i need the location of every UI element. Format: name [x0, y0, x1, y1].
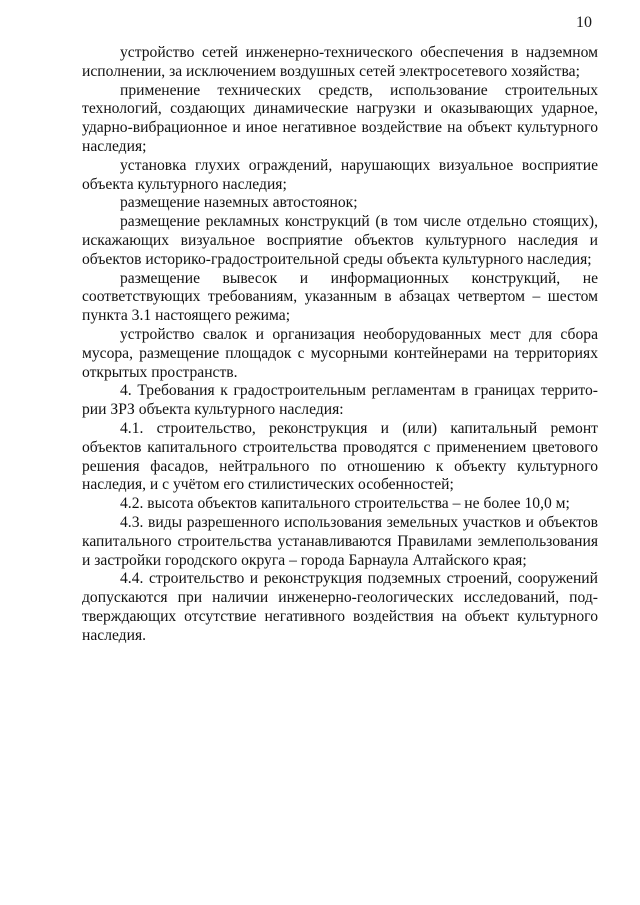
paragraph-engineering-networks: устройство сетей инженерно-технического обеспечения в надземном исполнении, за исключением воздушных сетей электросетевого хозяйства;: [82, 44, 598, 80]
paragraph-technical-means: применение технических средств, использование строительных технологий, создающих динамические нагрузки и оказывающих ударное, ударно-вибрационное и иное негативное воздействие на объект культурного наследия;: [82, 81, 598, 155]
paragraph-dumps: устройство свалок и организация необорудованных мест для сбора мусора, размещение площадок с мусорными контейнерами на территориях открытых пространств.: [82, 325, 598, 381]
paragraph-advertising: размещение рекламных конструкций (в том числе отдельно стоящих), искажающих визуальное восприятие объектов культурного наследия и объектов историко-градостроительной среды объекта культурного наследия;: [82, 213, 598, 268]
paragraph-parking: размещение наземных автостоянок;: [120, 194, 358, 212]
paragraph-4-2: 4.2. высота объектов капитального строительства – не более 10,0 м;: [120, 495, 570, 513]
paragraph-signboards: размещение вывесок и информационных конструкций, не соответствующих требованиям, указанным в абзацах четвертом – шестом пункта 3.1 настоящего режима;: [82, 269, 598, 325]
paragraph-blind-fences: установка глухих ограждений, нарушающих визуальное восприятие объекта культурного наследия;: [82, 156, 598, 193]
paragraph-4-3: 4.3. виды разрешенного использования земельных участков и объектов капитального строительства устанавливаются Правилами землепользования и застройки городского округа – города Барнаула Алтайского края;: [82, 513, 598, 569]
paragraph-4-4: 4.4. строительство и реконструкция подземных строений, сооружений допускаются при наличии инженерно-геологических исследований, подтверждающих отсутствие негативного воздействия на объект культурного наследия.: [82, 570, 598, 644]
page-number: 10: [576, 14, 592, 31]
document-body: [82, 44, 598, 646]
paragraph-section-4-heading: 4. Требования к градостроительным регламентам в границах территории ЗРЗ объекта культурного наследия:: [82, 382, 598, 419]
paragraph-4-1: 4.1. строительство, реконструкция и (или) капитальный ремонт объектов капитального строительства проводятся с применением цветового решения фасадов, нейтрального по отношению к объекту культурного наследия, и с учётом его стилистических особенностей;: [82, 419, 598, 494]
